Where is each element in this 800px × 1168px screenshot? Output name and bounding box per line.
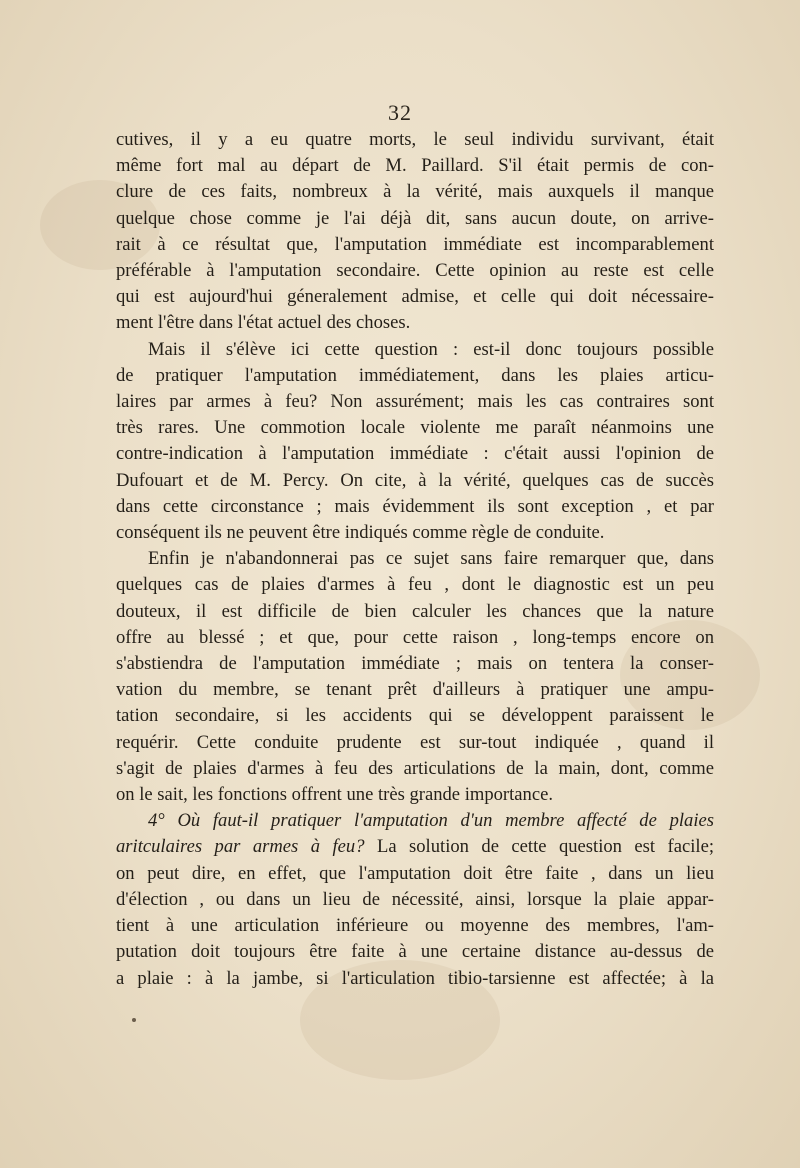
text-line: très rares. Une commotion locale violente me paraît néanmoins une	[116, 417, 714, 439]
text-line: Dufouart et de M. Percy. On cite, à la vérité, quelques cas de succès	[116, 469, 714, 491]
text-line: cutives, il y a eu quatre morts, le seul individu survivant, était	[116, 129, 714, 150]
text-line: rait à ce résultat que, l'amputation immédiate est incomparablement	[116, 233, 714, 255]
text-line: putation doit toujours être faite à une certaine distance au-dessus de	[116, 941, 714, 963]
text-line: d'élection , ou dans un lieu de nécessité, ainsi, lorsque la plaie appar-	[116, 888, 714, 910]
text-line: quelques cas de plaies d'armes à feu , dont le diagnostic est un peu	[116, 574, 714, 596]
text-line: qui est aujourd'hui géneralement admise, et celle qui doit nécessaire-	[116, 286, 714, 308]
text-line: clure de ces faits, nombreux à la vérité, mais auxquels il manque	[116, 181, 714, 203]
text-line: de pratiquer l'amputation immédiatement, dans les plaies articu-	[116, 364, 714, 386]
text-line: a plaie : à la jambe, si l'articulation tibio-tarsienne est affectée; à la	[116, 967, 714, 989]
section-heading-italic-end: aritculaires par armes à feu?	[116, 836, 365, 858]
text-line	[116, 834, 714, 860]
text-line: on le sait, les fonctions offrent une très grande importance.	[116, 784, 553, 806]
page-number: 32	[388, 100, 412, 125]
text-line: quelque chose comme je l'ai déjà dit, sans aucun doute, on arrive-	[116, 207, 714, 229]
text-line: offre au blessé ; et que, pour cette raison , long-temps encore on	[116, 626, 714, 648]
section-heading-italic: 4° Où faut-il pratiquer l'amputation d'un membre affecté de plaies	[148, 810, 714, 832]
text-line: contre-indication à l'amputation immédiate : c'était aussi l'opinion de	[116, 443, 714, 465]
text-line: requérir. Cette conduite prudente est sur-tout indiquée , quand il	[116, 731, 714, 753]
text-line: ment l'être dans l'état actuel des choses.	[116, 312, 411, 334]
text-fragment: La solution de cette question est facile;	[364, 836, 714, 858]
text-line: s'abstiendra de l'amputation immédiate ; mais on tentera la conser-	[116, 653, 714, 675]
text-line: Enfin je n'abandonnerai pas ce sujet sans faire remarquer que, dans	[148, 548, 714, 570]
text-line: préférable à l'amputation secondaire. Cette opinion au reste est celle	[116, 260, 714, 282]
text-line: conséquent ils ne peuvent être indiqués comme règle de conduite.	[116, 522, 605, 544]
body-text	[116, 127, 714, 992]
text-line: tient à une articulation inférieure ou moyenne des membres, l'am-	[116, 915, 714, 937]
text-line: douteux, il est difficile de bien calculer les chances que la nature	[116, 600, 714, 622]
ink-speck	[132, 1018, 136, 1022]
text-line: même fort mal au départ de M. Paillard. S'il était permis de con-	[116, 155, 714, 177]
text-line: s'agit de plaies d'armes à feu des articulations de la main, dont, comme	[116, 757, 714, 779]
text-line: laires par armes à feu? Non assurément; mais les cas contraires sont	[116, 391, 714, 413]
text-line: dans cette circonstance ; mais évidemment ils sont exception , et par	[116, 495, 714, 517]
text-line: tation secondaire, si les accidents qui se développent paraissent le	[116, 705, 714, 727]
text-line: vation du membre, se tenant prêt d'ailleurs à pratiquer une ampu-	[116, 679, 714, 701]
text-line: on peut dire, en effet, que l'amputation doit être faite , dans un lieu	[116, 862, 714, 884]
text-line: Mais il s'élève ici cette question : est-il donc toujours possible	[148, 338, 714, 360]
